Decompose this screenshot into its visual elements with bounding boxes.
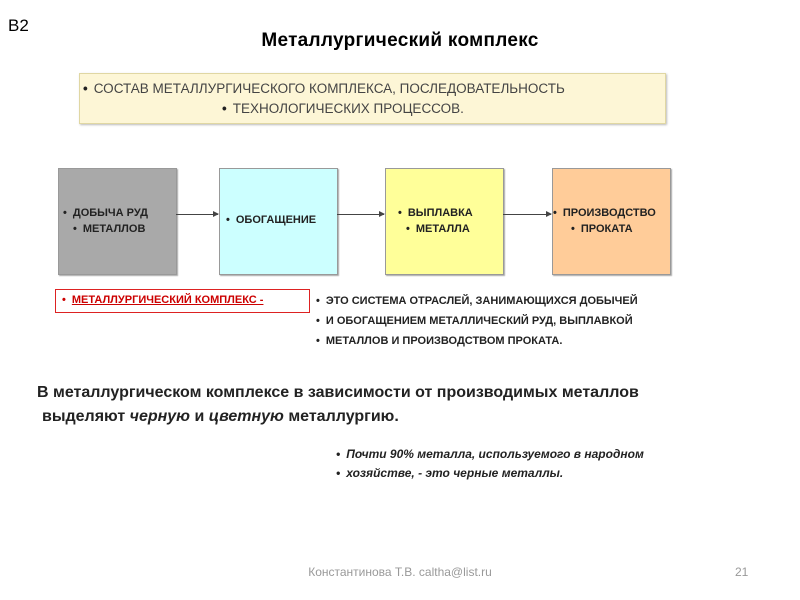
footer-author: Константинова Т.В. caltha@list.ru [308, 565, 492, 579]
bullet: • [336, 466, 341, 480]
definition-term-box [55, 289, 310, 313]
definition-line [316, 315, 633, 327]
note-text: Почти 90% металла, используемого в народном [346, 447, 644, 461]
slide-title: Металлургический комплекс [261, 30, 539, 51]
definition-term-text: МЕТАЛЛУРГИЧЕСКИЙ КОМПЛЕКС - [71, 294, 264, 306]
arrow-right [503, 214, 551, 215]
stage-text: МЕТАЛЛА [415, 223, 470, 235]
main-text-part: выделяют [42, 408, 130, 425]
main-text-part: и [190, 408, 209, 425]
bullet: • [406, 223, 410, 235]
subtitle-text: СОСТАВ МЕТАЛЛУРГИЧЕСКОГО КОМПЛЕКСА, ПОСЛЕДОВАТЕЛЬНОСТЬ [93, 81, 565, 96]
definition-term [62, 294, 263, 306]
definition-text: И ОБОГАЩЕНИЕМ МЕТАЛЛИЧЕСКИЙ РУД, ВЫПЛАВКОЙ [325, 315, 633, 327]
subtitle-box [79, 73, 666, 124]
stage-line [73, 223, 145, 235]
stage-text: МЕТАЛЛОВ [82, 223, 146, 235]
definition-line [316, 295, 638, 307]
stage-line [553, 207, 656, 219]
definition-text: МЕТАЛЛОВ И ПРОИЗВОДСТВОМ ПРОКАТА. [325, 335, 563, 347]
bullet: • [62, 294, 66, 306]
bullet: • [63, 207, 67, 219]
stage-box-rolling [552, 168, 671, 275]
stage-box-ore-mining [58, 168, 177, 275]
stage-line [406, 223, 470, 235]
stage-box-smelting [385, 168, 504, 275]
stage-text: ОБОГАЩЕНИЕ [235, 214, 317, 226]
bullet: • [316, 295, 320, 307]
bullet: • [336, 447, 341, 461]
bullet: • [83, 81, 88, 96]
bullet: • [571, 223, 575, 235]
arrow-right [337, 214, 384, 215]
subtitle-line [222, 101, 464, 116]
definition-line [316, 335, 562, 347]
arrow-right [176, 214, 218, 215]
bullet: • [316, 335, 320, 347]
stage-text: ВЫПЛАВКА [407, 207, 473, 219]
bullet: • [316, 315, 320, 327]
definition-text: ЭТО СИСТЕМА ОТРАСЛЕЙ, ЗАНИМАЮЩИХСЯ ДОБЫЧЕЙ [325, 295, 638, 307]
main-text-line: В металлургическом комплексе в зависимости от производимых металлов [37, 384, 639, 401]
main-text-part: металлургию. [283, 408, 399, 425]
subtitle-line [83, 81, 565, 96]
stage-line [226, 214, 316, 226]
stage-text: ПРОИЗВОДСТВО [562, 207, 656, 219]
stage-text: ДОБЫЧА РУД [72, 207, 148, 219]
stage-line [63, 207, 148, 219]
page-number: 21 [735, 565, 749, 579]
slide-label: В2 [8, 16, 29, 35]
main-text-emphasis-black: черную [129, 408, 191, 425]
note-text: хозяйстве, - это черные металлы. [346, 466, 564, 480]
note-line [336, 447, 644, 461]
stage-text: ПРОКАТА [580, 223, 633, 235]
bullet: • [226, 214, 230, 226]
stage-box-enrichment [219, 168, 338, 275]
main-text-line [42, 408, 399, 426]
note-line [336, 466, 563, 480]
bullet: • [222, 101, 227, 116]
subtitle-text: ТЕХНОЛОГИЧЕСКИХ ПРОЦЕССОВ. [232, 101, 464, 116]
bullet: • [398, 207, 402, 219]
bullet: • [73, 223, 77, 235]
bullet: • [553, 207, 557, 219]
main-text-area [0, 380, 703, 480]
stage-line [398, 207, 473, 219]
stage-line [571, 223, 633, 235]
main-text-emphasis-color: цветную [208, 408, 284, 425]
